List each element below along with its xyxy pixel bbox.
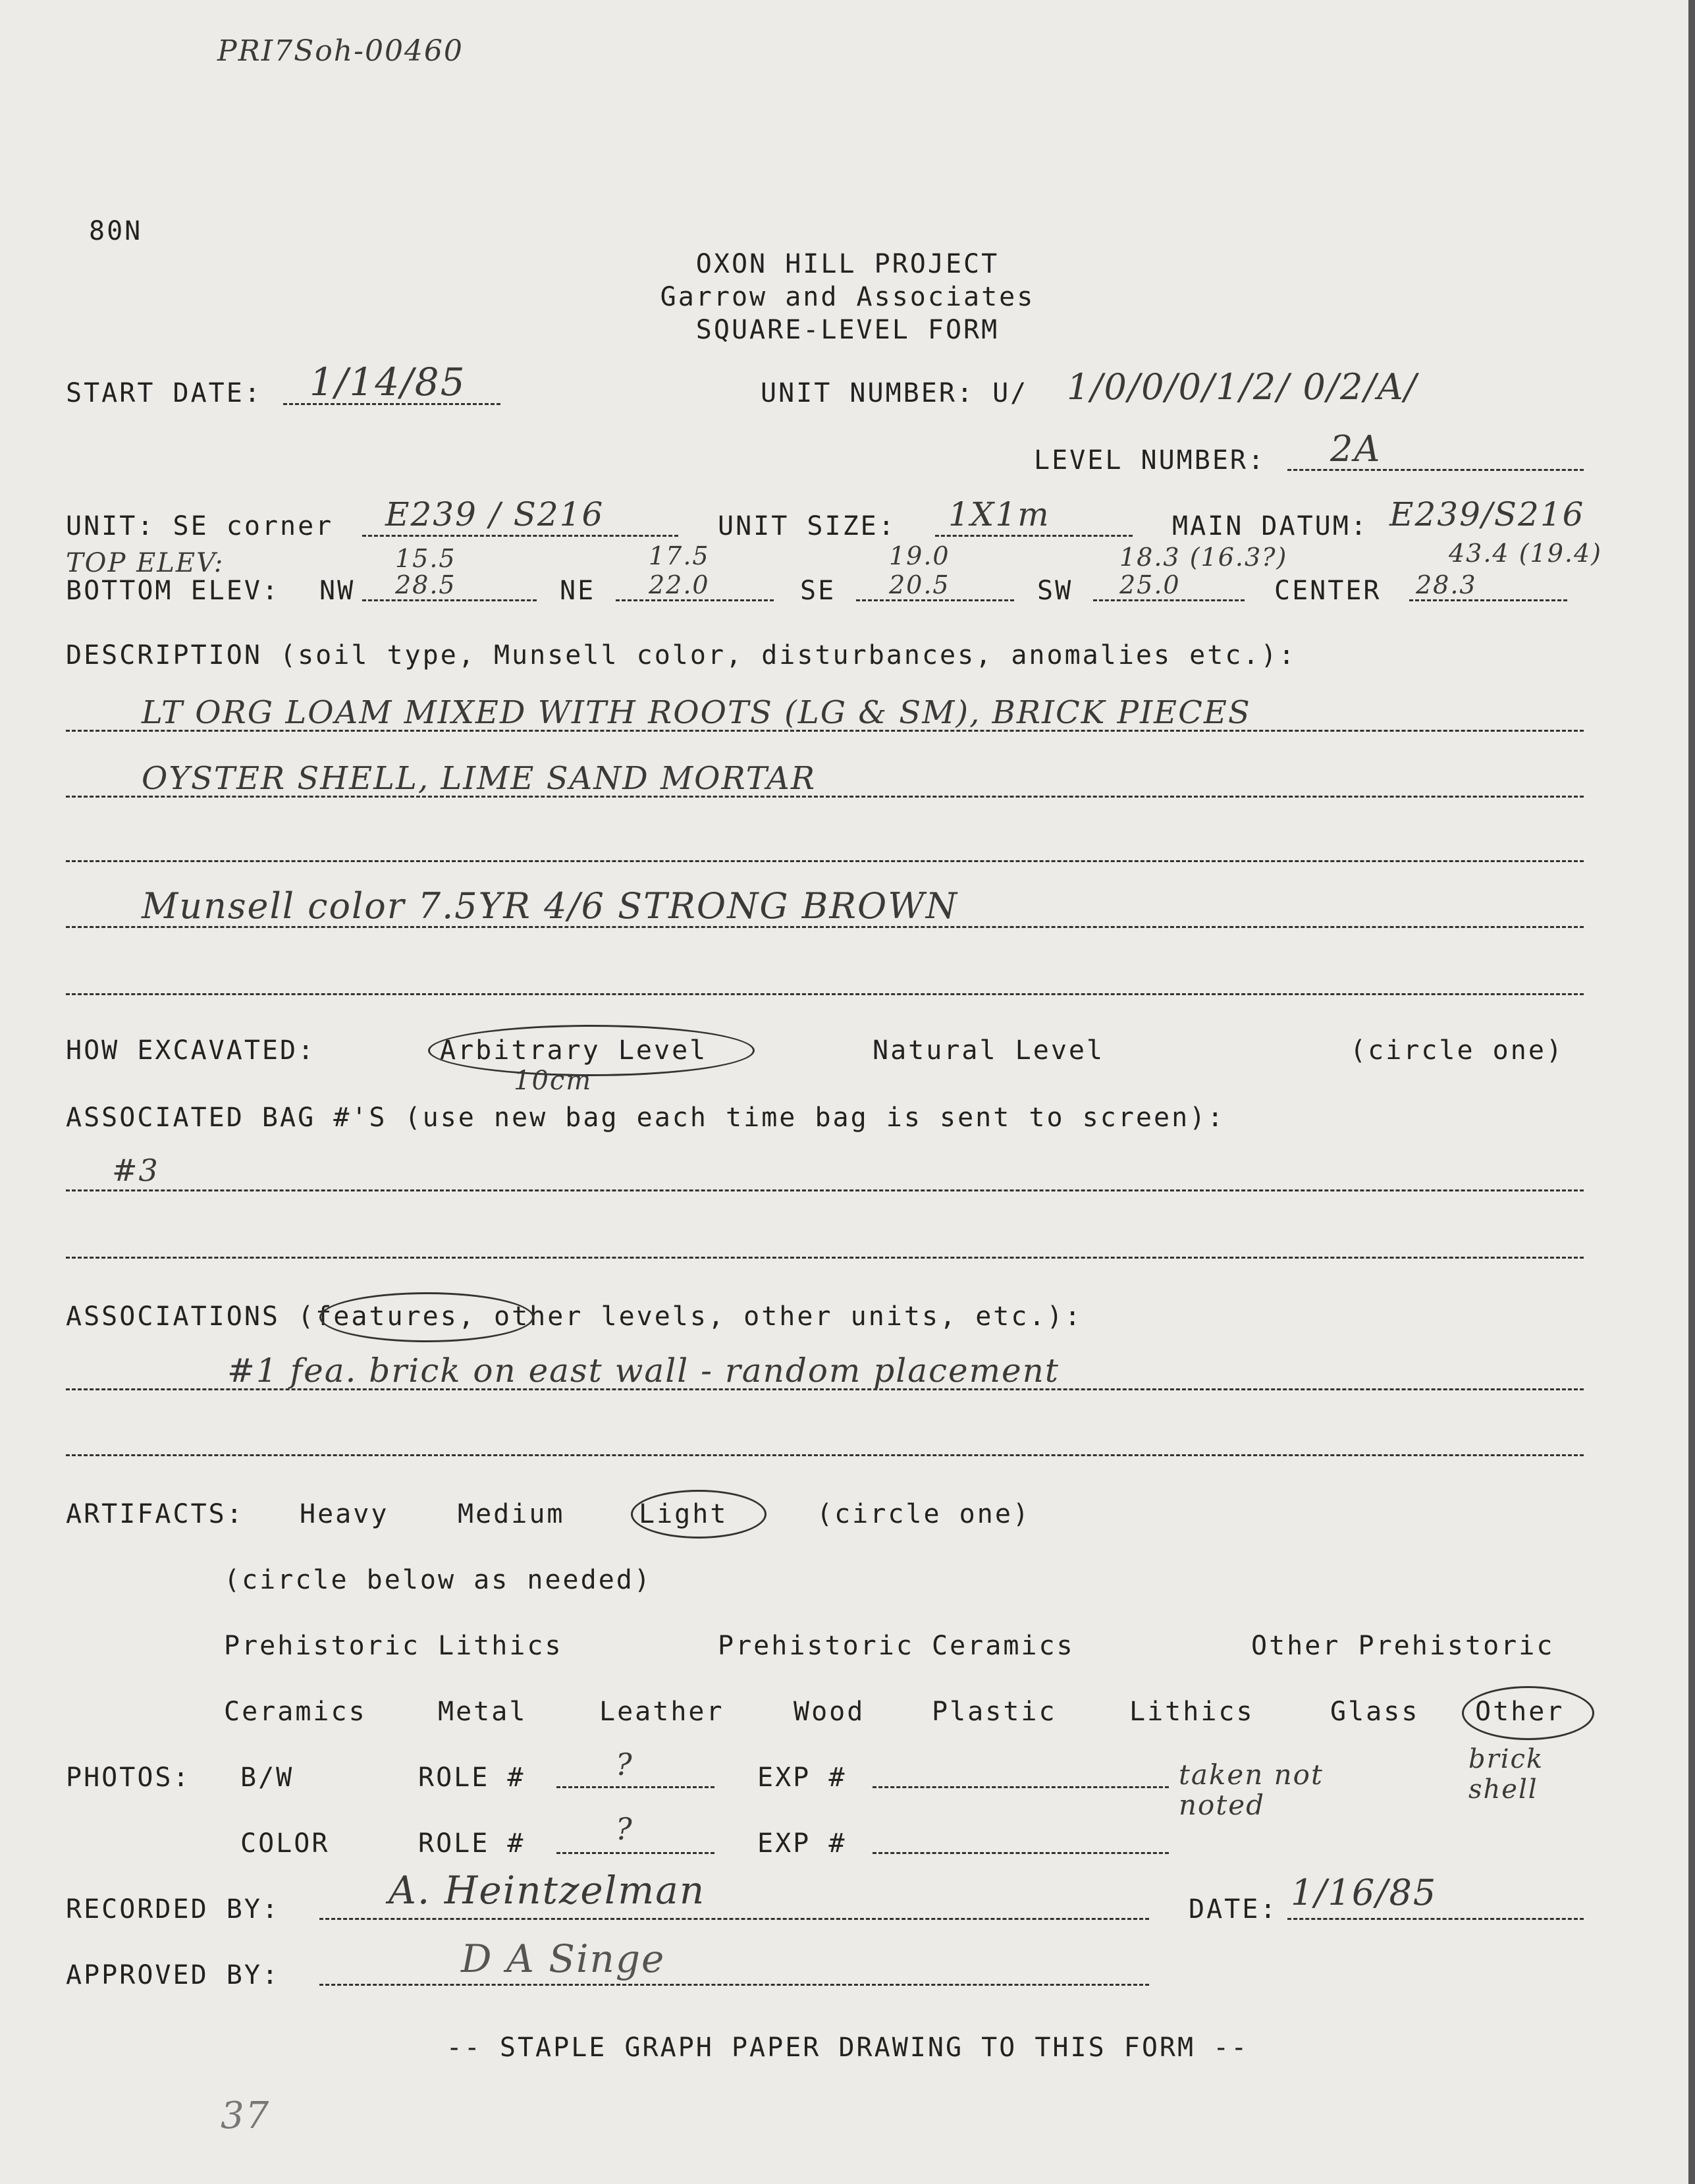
excavation-note: 10cm [514, 1066, 593, 1096]
approved-by-label: APPROVED BY: [66, 1960, 280, 1990]
se-label: SE [800, 576, 836, 606]
unit-number-label: UNIT NUMBER: U/ [761, 378, 1029, 408]
date-value: 1/16/85 [1291, 1872, 1438, 1913]
level-number-label: LEVEL NUMBER: [1034, 445, 1266, 476]
unit-size-label: UNIT SIZE: [718, 511, 896, 541]
date-line [1287, 1918, 1584, 1920]
top-elev-nw: 15.5 [395, 544, 456, 573]
photos-bw-label: B/W [240, 1762, 294, 1793]
photos-color-role-line [556, 1852, 714, 1854]
bottom-elev-center: 28.3 [1416, 570, 1477, 599]
top-elev-center: 43.4 (19.4) [1449, 539, 1602, 568]
features-circle [319, 1292, 534, 1342]
photos-note: taken not noted [1179, 1759, 1324, 1821]
photos-label: PHOTOS: [66, 1762, 191, 1793]
artifact-other-prehistoric: Other Prehistoric [1251, 1631, 1555, 1661]
photos-bw-exp-label: EXP # [757, 1762, 847, 1793]
center-label: CENTER [1274, 576, 1382, 606]
artifact-wood: Wood [794, 1697, 865, 1727]
level-number-value: 2A [1330, 428, 1382, 470]
artifact-other-note: brick shell [1468, 1744, 1544, 1805]
top-elev-sw: 18.3 (16.3?) [1119, 543, 1288, 572]
artifacts-medium: Medium [458, 1499, 565, 1529]
photos-color-role-label: ROLE # [418, 1828, 525, 1859]
description-text-1: LT ORG LOAM MIXED WITH ROOTS (LG & SM), BRICK PIECES [142, 694, 1251, 731]
photos-bw-role-value: ? [616, 1747, 633, 1782]
bags-value: #3 [112, 1153, 159, 1188]
doc-id: PRI7Soh-00460 [217, 34, 464, 68]
unit-number-value: 1/0/0/0/1/2/ 0/2/A/ [1067, 366, 1418, 408]
artifact-prehistoric-ceramics: Prehistoric Ceramics [718, 1631, 1075, 1661]
start-date-value: 1/14/85 [309, 360, 466, 404]
unit-se-value: E239 / S216 [385, 495, 605, 533]
top-elev-ne: 17.5 [649, 541, 710, 570]
excavation-hint: (circle one) [1350, 1035, 1564, 1066]
recorded-by-value: A. Heintzelman [389, 1868, 706, 1913]
bottom-elev-nw: 28.5 [395, 570, 456, 599]
header-project: OXON HILL PROJECT [695, 249, 1000, 279]
bottom-elev-label: BOTTOM ELEV: [66, 576, 280, 606]
main-datum-label: MAIN DATUM: [1172, 511, 1368, 541]
bags-line-2 [66, 1257, 1584, 1259]
description-line-3 [66, 860, 1584, 862]
associations-value: #1 fea. brick on east wall - random placement [227, 1351, 1060, 1390]
recorded-by-line [319, 1918, 1149, 1920]
recorded-by-label: RECORDED BY: [66, 1894, 280, 1925]
artifact-leather: Leather [599, 1697, 724, 1727]
artifacts-light: Light [639, 1499, 728, 1529]
ne-label: NE [560, 576, 596, 606]
photos-color-label: COLOR [240, 1828, 330, 1859]
date-label: DATE: [1189, 1894, 1278, 1925]
start-date-label: START DATE: [66, 378, 262, 408]
corner-note: 80N [89, 216, 143, 246]
photos-bw-role-line [556, 1786, 714, 1788]
associations-line-2 [66, 1454, 1584, 1456]
top-elev-se: 19.0 [889, 541, 950, 570]
natural-level-option: Natural Level [873, 1035, 1105, 1066]
artifact-lithics: Lithics [1129, 1697, 1254, 1727]
arbitrary-level-option: Arbitrary Level [440, 1035, 708, 1066]
associations-features-circled: features, [315, 1301, 476, 1332]
bottom-nw-line [362, 599, 537, 601]
artifact-prehistoric-lithics: Prehistoric Lithics [224, 1631, 563, 1661]
bottom-ne-line [616, 599, 774, 601]
how-excavated-label: HOW EXCAVATED: [66, 1035, 316, 1066]
main-datum-value: E239/S216 [1389, 495, 1585, 533]
approved-by-signature: D A Singe [461, 1936, 666, 1981]
photos-color-exp-line [873, 1852, 1169, 1854]
bags-label: ASSOCIATED BAG #'S (use new bag each time bag is sent to screen): [66, 1103, 1225, 1133]
description-text-2: OYSTER SHELL, LIME SAND MORTAR [142, 760, 816, 797]
sw-label: SW [1037, 576, 1073, 606]
bottom-elev-ne: 22.0 [649, 570, 710, 599]
nw-label: NW [319, 576, 356, 606]
top-elev-label: TOP ELEV: [66, 548, 225, 578]
photos-color-exp-label: EXP # [757, 1828, 847, 1859]
associations-line-1 [66, 1388, 1584, 1390]
artifacts-heavy: Heavy [300, 1499, 389, 1529]
description-text-4: Munsell color 7.5YR 4/6 STRONG BROWN [142, 885, 959, 927]
page-number: 37 [221, 2094, 271, 2137]
artifact-glass: Glass [1330, 1697, 1420, 1727]
photos-bw-exp-line [873, 1786, 1169, 1788]
artifacts-label: ARTIFACTS: [66, 1499, 244, 1529]
photos-bw-role-label: ROLE # [418, 1762, 525, 1793]
unit-se-label: UNIT: SE corner [66, 511, 334, 541]
description-line-5 [66, 993, 1584, 995]
photos-color-role-value: ? [616, 1811, 633, 1847]
bottom-sw-line [1093, 599, 1245, 601]
header-form-title: SQUARE-LEVEL FORM [695, 315, 1000, 345]
artifact-other: Other [1475, 1697, 1565, 1727]
unit-se-line [362, 535, 678, 537]
artifact-ceramics: Ceramics [224, 1697, 367, 1727]
unit-size-value: 1X1m [948, 495, 1050, 533]
description-label: DESCRIPTION (soil type, Munsell color, disturbances, anomalies etc.): [66, 640, 1297, 670]
footer-instruction: -- STAPLE GRAPH PAPER DRAWING TO THIS FORM -- [446, 2033, 1249, 2063]
artifact-metal: Metal [438, 1697, 527, 1727]
bottom-elev-se: 20.5 [889, 570, 950, 599]
bottom-elev-sw: 25.0 [1119, 570, 1181, 599]
bottom-se-line [856, 599, 1014, 601]
unit-size-line [935, 535, 1133, 537]
bottom-center-line [1409, 599, 1567, 601]
bags-line-1 [66, 1189, 1584, 1191]
header-company: Garrow and Associates [660, 282, 1035, 312]
approved-by-line [319, 1984, 1149, 1986]
artifact-plastic: Plastic [932, 1697, 1057, 1727]
artifacts-hint: (circle one) [817, 1499, 1031, 1529]
artifacts-below-hint: (circle below as needed) [224, 1565, 652, 1595]
associations-label: ASSOCIATIONS (features, other levels, other units, etc.): [66, 1301, 1083, 1332]
